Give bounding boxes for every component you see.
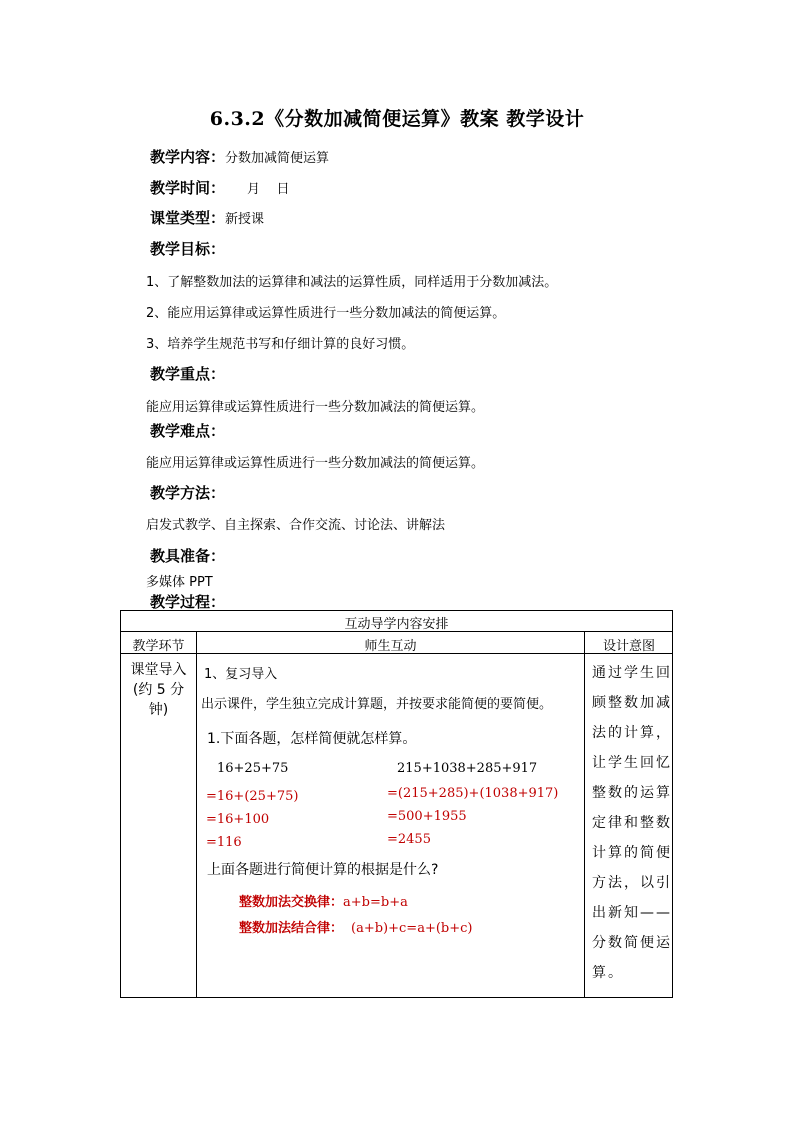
difficulty-text: 能应用运算律或运算性质进行一些分数加减法的简便运算。 (146, 456, 485, 471)
teaching-time-row (150, 177, 290, 198)
method-heading: 教学方法： (150, 484, 226, 502)
intent-line: 算。 (592, 965, 624, 981)
instruction-text: 出示课件，学生独立完成计算题，并按要求能简便的要简便。 (201, 697, 553, 712)
intent-line: 顾整数加减 (592, 695, 672, 711)
problem1-expression: 16+25+75 (217, 761, 289, 776)
difficulty-heading: 教学难点： (150, 422, 226, 440)
problem2-expression: 215+1038+285+917 (397, 761, 538, 776)
law2 (239, 917, 472, 936)
problem2-step: =500+1955 (387, 809, 467, 824)
stage-line: 钟) (148, 702, 169, 718)
intent-line: 分数简便运 (592, 935, 672, 951)
focus-heading: 教学重点： (150, 365, 226, 383)
goal-item: 3、培养学生规范书写和仔细计算的良好习惯。 (146, 337, 415, 352)
law1-formula: a+b=b+a (343, 895, 408, 910)
teaching-content-row (150, 146, 329, 167)
table-caption: 互动导学内容安排 (344, 617, 449, 632)
stage-line: (约 5 分 (132, 682, 185, 698)
page-title: 6.3.2《分数加减简便运算》教案 教学设计 (209, 108, 585, 130)
header-interaction: 师生互动 (364, 639, 417, 654)
stage-line: 课堂导入 (130, 662, 187, 678)
intent-line: 整数的运算 (592, 785, 672, 801)
process-table (120, 610, 673, 998)
class-type-row (150, 207, 264, 228)
intent-line: 方法，以引 (592, 875, 672, 891)
class-type-value: 新授课 (225, 212, 265, 227)
question-text: 上面各题进行简便计算的根据是什么? (207, 862, 439, 878)
problem1-step: =16+(25+75) (206, 789, 299, 804)
review-title: 1、复习导入 (204, 667, 278, 682)
table-divider (584, 631, 585, 997)
law1 (239, 891, 408, 910)
class-type-label: 课堂类型： (150, 209, 226, 227)
header-stage: 教学环节 (132, 639, 185, 654)
tools-text: 多媒体 PPT (146, 575, 213, 590)
teaching-content-label: 教学内容： (150, 148, 226, 166)
table-divider (196, 631, 197, 997)
problem2-step: =(215+285)+(1038+917) (387, 786, 559, 801)
goal-item: 1、了解整数加法的运算律和减法的运算性质，同样适用于分数加减法。 (146, 275, 558, 290)
goal-item: 2、能应用运算律或运算性质进行一些分数加减法的简便运算。 (146, 306, 506, 321)
teaching-content-value: 分数加减简便运算 (225, 151, 330, 166)
law2-formula: (a+b)+c=a+(b+c) (351, 921, 473, 936)
intent-line: 通过学生回 (592, 665, 672, 681)
focus-text: 能应用运算律或运算性质进行一些分数加减法的简便运算。 (146, 400, 485, 415)
method-text: 启发式教学、自主探索、合作交流、讨论法、讲解法 (146, 518, 446, 533)
intent-line: 定律和整数 (592, 815, 672, 831)
problem1-step: =16+100 (206, 812, 270, 827)
law1-label: 整数加法交换律： (239, 895, 344, 910)
teaching-time-label: 教学时间： (150, 179, 226, 197)
problem1-step: =116 (206, 835, 242, 850)
teaching-time-value: 月 日 (247, 182, 290, 197)
problem2-step: =2455 (387, 832, 431, 847)
law2-label: 整数加法结合律： (239, 921, 344, 936)
exercise-title: 1.下面各题，怎样简便就怎样算。 (207, 731, 417, 747)
process-heading: 教学过程： (150, 593, 226, 611)
intent-line: 出新知—— (592, 905, 672, 921)
tools-heading: 教具准备： (150, 547, 226, 565)
intent-line: 计算的简便 (592, 845, 672, 861)
header-intent: 设计意图 (602, 639, 655, 654)
goals-heading: 教学目标： (150, 240, 226, 258)
intent-line: 法的计算， (592, 725, 672, 741)
intent-line: 让学生回忆 (592, 755, 672, 771)
